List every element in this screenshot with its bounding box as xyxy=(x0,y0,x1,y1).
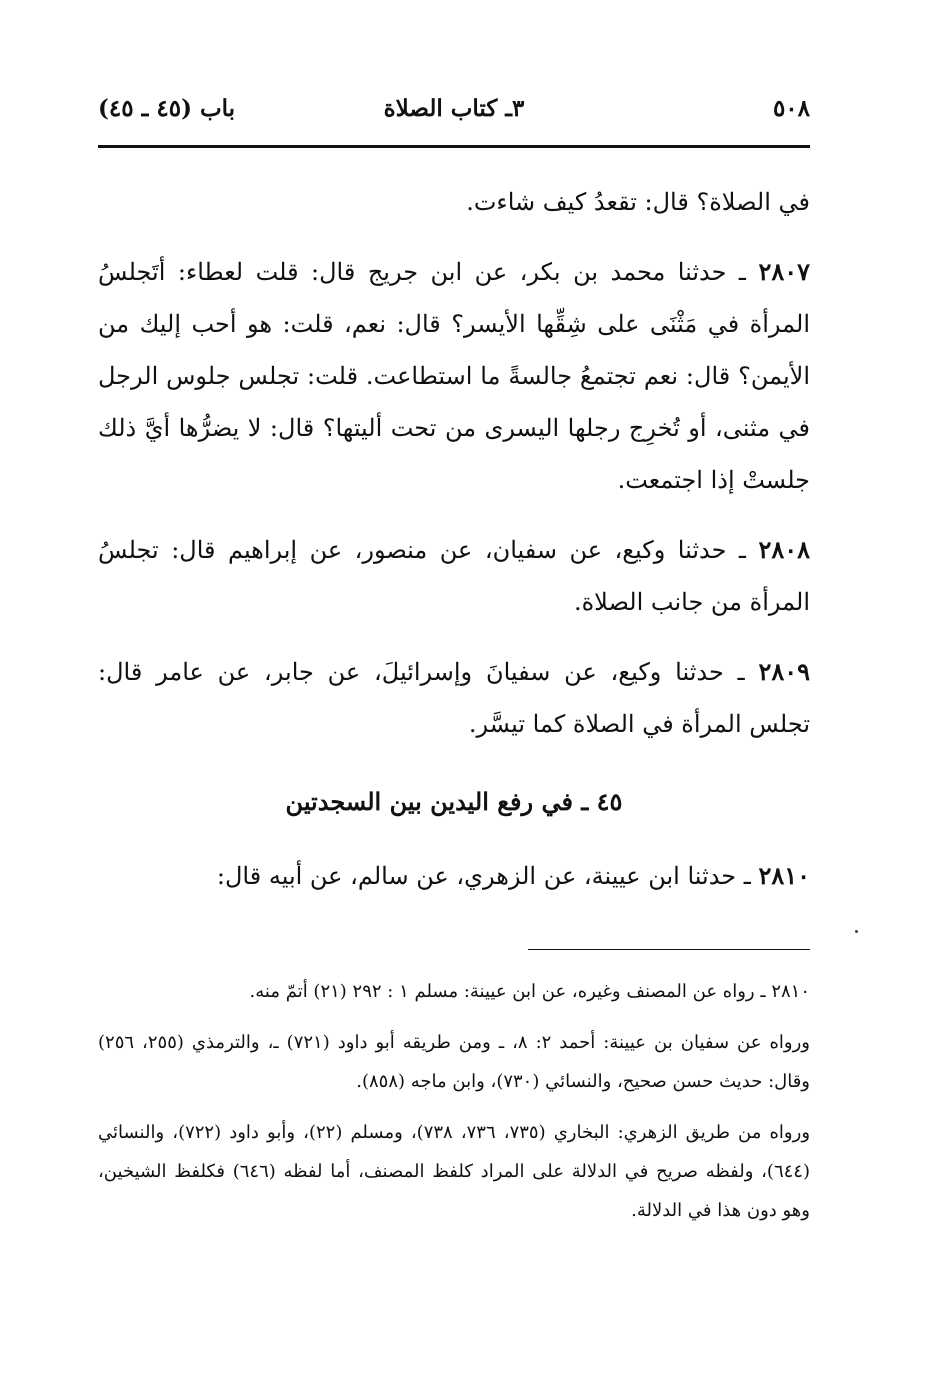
section-heading: ٤٥ ـ في رفع اليدين بين السجدتين xyxy=(285,787,623,816)
footnote-3: ورواه من طريق الزهري: البخاري (٧٣٥، ٧٣٦، ٧٣٨)، ومسلم (٢٢)، وأبو داود (٧٢٢)، والنسائي (٦٤٤)، ولفظه صريح في الدلالة على المراد كلفظ المصنف، أما لفظه (٦٤٦) فكلفظ الشيخين، وهو دون هذا في الدلالة. xyxy=(98,1122,811,1221)
chapter-reference: باب (٤٥ ـ ٤٥) xyxy=(98,95,236,122)
hadith-text: ـ حدثنا وكيع، عن سفيانَ وإسرائيلَ، عن جابر، عن عامر قال: تجلس المرأة في الصلاة كما تيسَّر. xyxy=(98,658,810,738)
hadith-text: ـ حدثنا وكيع، عن سفيان، عن منصور، عن إبراهيم قال: تجلسُ المرأة من جانب الصلاة. xyxy=(98,536,810,616)
scan-speck xyxy=(855,930,858,933)
hadith-text: ـ حدثنا محمد بن بكر، عن ابن جريج قال: قلت لعطاء: أتَجلسُ المرأة في مَثْنَى على شِقِّها الأيسر؟ قال: نعم، قلت: هو أحب إليك من الأيمن؟ قال: نعم تجتمعُ جالسةً ما استطاعت. قلت: تجلس جلوس الرجل في مثنى، أو تُخرِج رجلها اليسرى من تحت أليتها؟ قال: لا يضرُّها أيَّ ذلك جلستْ إذا اجتمعت. xyxy=(98,258,810,494)
footnote-1: ٢٨١٠ ـ رواه عن المصنف وغيره، عن ابن عيينة: مسلم ١ : ٢٩٢ (٢١) أتمّ منه. xyxy=(249,981,810,1002)
running-header xyxy=(98,95,810,135)
footnote-2: ورواه عن سفيان بن عيينة: أحمد ٢: ٨، ـ ومن طريقه أبو داود (٧٢١) ـ، والترمذي (٢٥٥، ٢٥٦) وقال: حديث حسن صحيح، والنسائي (٧٣٠)، وابن ماجه (٨٥٨). xyxy=(98,1032,810,1092)
hadith-2810 xyxy=(98,850,810,902)
hadith-number: ٢٨١٠ xyxy=(758,861,810,890)
book-title: ٣ـ كتاب الصلاة xyxy=(383,95,525,122)
page-number: ٥٠٨ xyxy=(772,95,810,122)
footnotes xyxy=(98,972,810,1230)
hadith-number: ٢٨٠٨ xyxy=(758,535,810,564)
hadith-text: ـ حدثنا ابن عيينة، عن الزهري، عن سالم، عن أبيه قال: xyxy=(216,862,759,890)
footnote-rule xyxy=(528,949,810,950)
hadith-number: ٢٨٠٩ xyxy=(758,657,810,686)
hadith-2809 xyxy=(98,646,810,750)
paragraph-continuation: في الصلاة؟ قال: تقعدُ كيف شاءت. xyxy=(466,188,810,216)
hadith-number: ٢٨٠٧ xyxy=(758,257,810,286)
main-text xyxy=(98,176,810,902)
header-rule xyxy=(98,145,810,148)
hadith-2808 xyxy=(98,524,810,628)
hadith-2807 xyxy=(98,246,810,506)
